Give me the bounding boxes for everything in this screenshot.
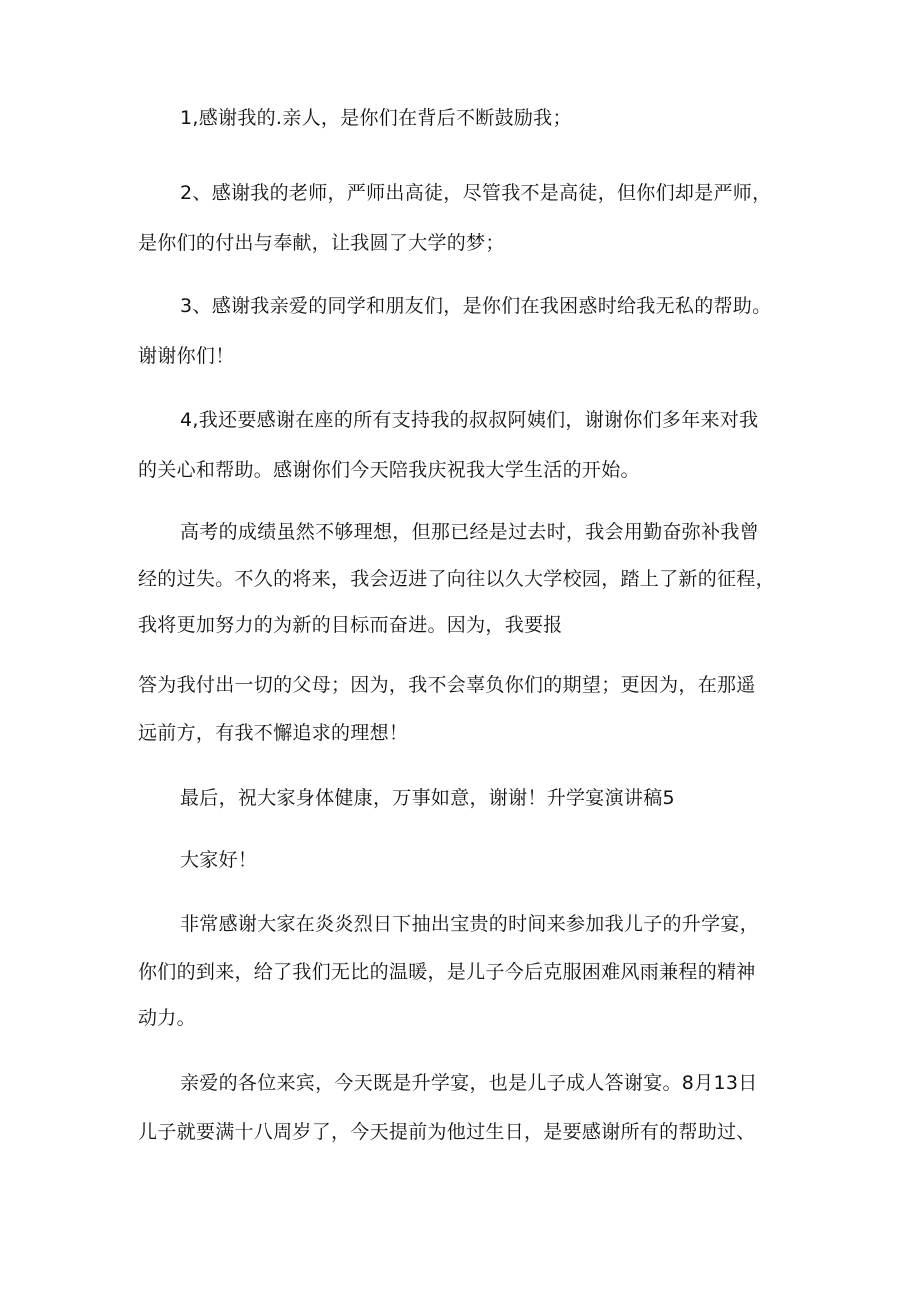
text-line: 儿子就要满十八周岁了，今天提前为他过生日，是要感谢所有的帮助过、 (138, 1121, 756, 1143)
text-line: 的关心和帮助。感谢你们今天陪我庆祝我大学生活的开始。 (138, 459, 640, 481)
text-line: 远前方，有我不懈追求的理想！ (138, 722, 409, 744)
text-line: 最后，祝大家身体健康，万事如意，谢谢！升学宴演讲稿5 (180, 787, 675, 809)
text-line: 你们的到来，给了我们无比的温暖，是儿子今后克服困难风雨兼程的精神 (138, 961, 756, 983)
text-line: 非常感谢大家在炎炎烈日下抽出宝贵的时间来参加我儿子的升学宴， (180, 913, 760, 935)
text-line: 答为我付出一切的父母；因为，我不会辜负你们的期望；更因为，在那遥 (138, 674, 756, 696)
text-line: 经的过失。不久的将来，我会迈进了向往以久大学校园，踏上了新的征程， (138, 568, 775, 590)
text-line: 大家好！ (180, 849, 258, 871)
text-line: 3、感谢我亲爱的同学和朋友们，是你们在我困惑时给我无私的帮助。 (180, 295, 772, 317)
text-line: 1,感谢我的.亲人，是你们在背后不断鼓励我； (180, 107, 572, 129)
text-line: 2、感谢我的老师，严师出高徒，尽管我不是高徒，但你们却是严师， (180, 182, 772, 204)
text-line: 亲爱的各位来宾，今天既是升学宴，也是儿子成人答谢宴。8月13日 (180, 1072, 758, 1094)
text-line: 4,我还要感谢在座的所有支持我的叔叔阿姨们，谢谢你们多年来对我 (180, 409, 759, 431)
text-line: 我将更加努力的为新的目标而奋进。因为，我要报 (138, 614, 563, 636)
text-line: 高考的成绩虽然不够理想，但那已经是过去时，我会用勤奋弥补我曾 (180, 521, 760, 543)
text-line: 谢谢你们！ (138, 345, 235, 367)
text-line: 动力。 (138, 1007, 196, 1029)
text-line: 是你们的付出与奉献，让我圆了大学的梦； (138, 232, 505, 254)
